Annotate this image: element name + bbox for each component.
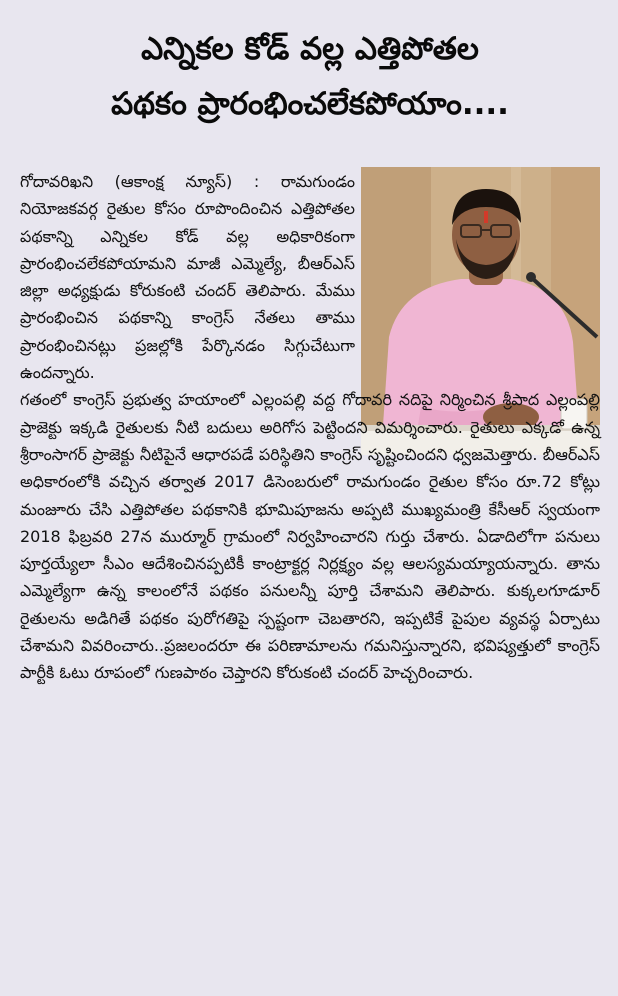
headline-line-1: ఎన్నికల కోడ్ వల్ల ఎత్తిపోతల <box>141 31 479 67</box>
article-paragraph-2: గతంలో కాంగ్రెస్ ప్రభుత్వ హయాంలో ఎల్లంపల్లి వద్ద గోదావరి నదిపై నిర్మించిన శ్రీపాద ఎల్లంపల్లి ప్రాజెక్టు ఇక్కడి రైతులకు నీటి బదులు అరిగోస పెట్టిందని విమర్శించారు. రైతులు ఎక్కడో ఉన్న శ్రీరాంసాగర్ ప్రాజెక్టు నీటిపైనే ఆధారపడే పరిస్థితిని కాంగ్రెస్ సృష్టించిందని ధ్వజమెత్తారు. బీఆర్ఎస్ అధికారంలోకి వచ్చిన తర్వాత 2017 డిసెంబరులో రామగుండం రైతుల కోసం రూ.72 కోట్లు మంజూరు చేసి ఎత్తిపోతల పథకానికి భూమిపూజను అప్పటి ముఖ్యమంత్రి కేసీఆర్ స్వయంగా 2018 ఫిబ్రవరి 27న ముర్మూర్ గ్రామంలో నిర్వహించారని గుర్తు చేశారు. ఏడాదిలోగా పనులు పూర్తయ్యేలా సీఎం ఆదేశించినప్పటికీ కాంట్రాక్టర్ల నిర్లక్ష్యం వల్ల ఆలస్యమయ్యాయన్నారు. తాను ఎమ్మెల్యేగా ఉన్న కాలంలోనే పథకం పనులన్నీ పూర్తి చేశామని తెలిపారు. కుక్కలగూడూర్ రైతులను అడిగితే పథకం పురోగతిపై స్పష్టంగా చెబతారని, ఇప్పటికే పైపుల వ్యవస్థ ఏర్పాటు చేశామని వివరించారు..ప్రజలందరూ ఈ పరిణామాలను గమనిస్తున్నారని, భవిష్యత్తులో కాంగ్రెస్ పార్టీకి ఓటు రూపంలో గుణపాఠం చెప్తారని కోరుకంటి చందర్ హెచ్చరించారు. <box>20 390 600 683</box>
headline-line-2: పథకం ప్రారంభించలేకపోయాం.... <box>111 86 509 122</box>
paragraph-1-text: రామగుండం నియోజకవర్గ రైతుల కోసం రూపొందించిన ఎత్తిపోతల పథకాన్ని ఎన్నికల కోడ్ వల్ల అధికారికంగా ప్రారంభించలేకపోయామని మాజీ ఎమ్మెల్యే, బీఆర్ఎస్ జిల్లా అధ్యక్షుడు కోరుకంటి చందర్ తెలిపారు. మేము ప్రారంభించిన పథకాన్ని కాంగ్రెస్ నేతలు తాము ప్రారంభించినట్లు ప్రజల్లోకి పేర్కొనడం సిగ్గుచేటుగా ఉందన్నారు. <box>20 172 355 383</box>
headline <box>20 22 600 132</box>
article-body <box>20 168 600 687</box>
dateline: గోదావరిఖని (ఆకాంక్ష న్యూస్) : <box>20 172 260 191</box>
article-paragraph-1 <box>20 168 355 386</box>
